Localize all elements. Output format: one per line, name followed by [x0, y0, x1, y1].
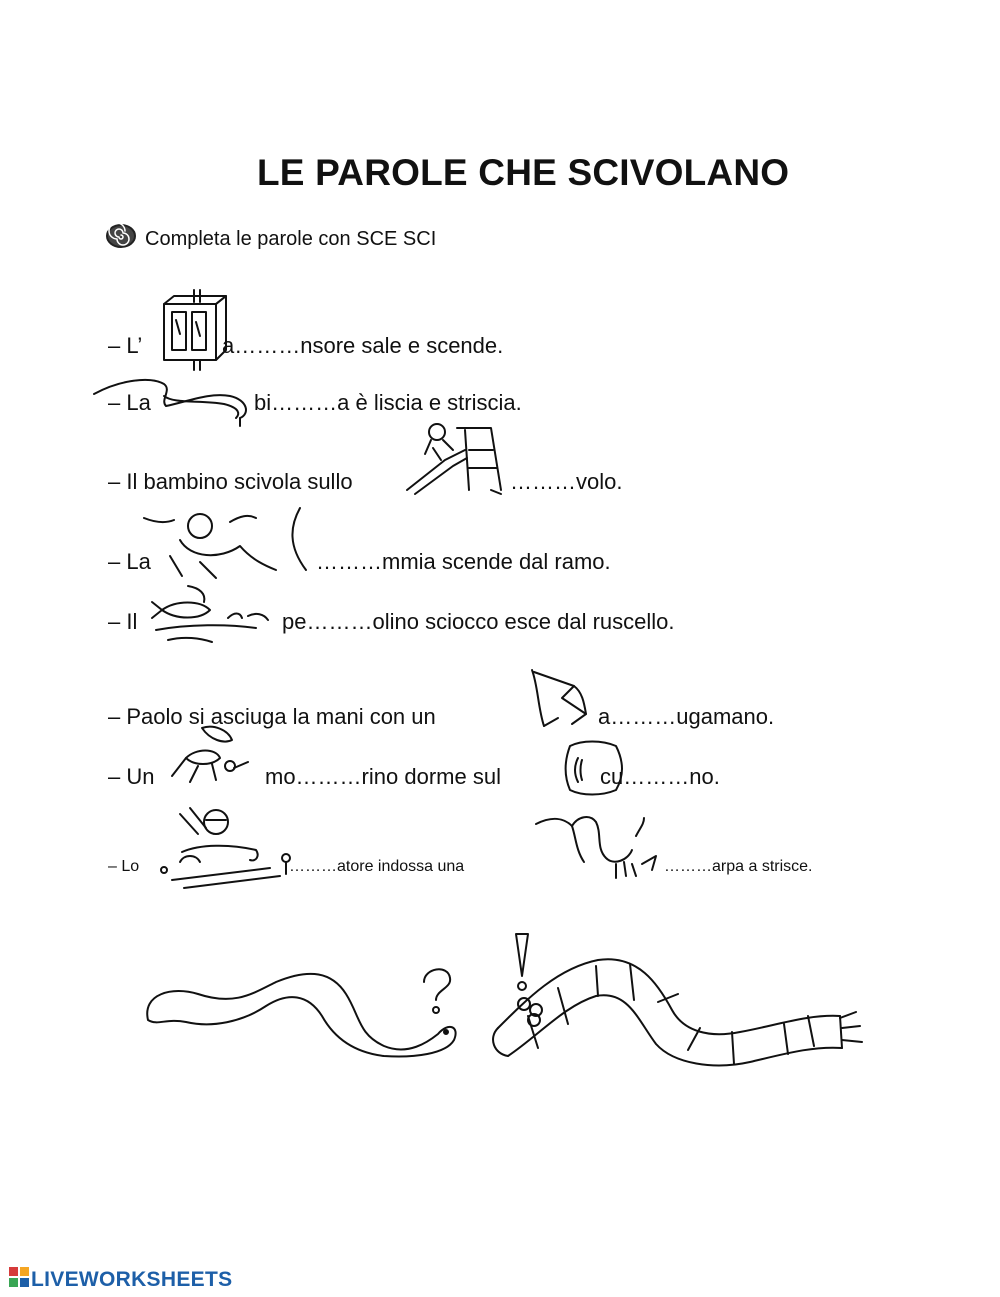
sentence-3-end: ………volo. [510, 469, 623, 494]
sentence-7-start: – Un [108, 764, 155, 789]
sentence-3-start: – Il bambino scivola sullo [108, 469, 353, 494]
sentence-7-middle: mo………rino dorme sul [265, 764, 501, 789]
sentence-4-end: ………mmia scende dal ramo. [316, 549, 611, 574]
slide-icon [405, 420, 505, 500]
towel-icon [524, 668, 600, 730]
sentence-7-end: cu………no. [600, 764, 720, 789]
snake-icon [90, 374, 250, 426]
sentence-4-start: – La [108, 549, 151, 574]
fish-icon [148, 582, 272, 646]
mosquito-icon [168, 722, 254, 788]
brand-footer [8, 1266, 232, 1294]
sentence-1-start: – L’ [108, 333, 143, 358]
instruction-text: Completa le parole con SCE SCI [145, 227, 437, 250]
bottom-snake-question-icon [138, 930, 478, 1070]
sentence-5-end: pe………olino sciocco esce dal ruscello. [282, 609, 675, 634]
sentence-2-start: – La [108, 390, 151, 415]
sentence-2-end: bi………a è liscia e striscia. [254, 390, 522, 415]
scarf-icon [532, 808, 664, 882]
sentence-8-start: – Lo [108, 858, 140, 875]
sentence-1-end: a………nsore sale e scende. [222, 333, 504, 358]
sentence-8-end: ………arpa a strisce. [664, 858, 813, 875]
brand-name[interactable]: LIVEWORKSHEETS [31, 1268, 233, 1291]
sentence-6-end: a………ugamano. [598, 704, 775, 729]
liveworksheets-logo-icon [8, 1266, 30, 1294]
sentence-8-middle: ………atore indossa una [289, 858, 465, 875]
sentence-6-start: – Paolo si asciuga la mani con un [108, 704, 436, 729]
sentence-5-start: – Il [108, 609, 138, 634]
bottom-scarf-exclamation-icon [488, 928, 878, 1078]
skier-icon [160, 800, 300, 892]
monkey-icon [140, 506, 310, 582]
instruction [105, 222, 436, 256]
page-title: LE PAROLE CHE SCIVOLANO [257, 152, 790, 193]
sentence-1 [108, 333, 142, 359]
spiral-icon [105, 222, 145, 256]
